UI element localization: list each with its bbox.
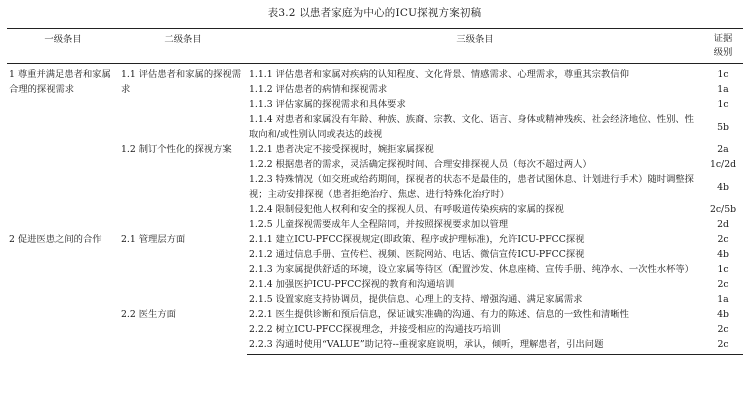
level3-cell: 2.1.4 加强医护ICU-PFCC探视的教育和沟通培训 xyxy=(249,279,455,290)
level3-cell: 2.1.2 通过信息手册、宣传栏、视频、医院网站、电话、微信宣传ICU-PFCC探视 xyxy=(249,249,585,260)
level3-cell: 1.1.4 对患者和家属没有年龄、种族、族裔、宗教、文化、语言、身体或精神残疾、社会经济地位、性别、性取向和/或性别认同或表达的歧视 xyxy=(249,114,694,140)
level3-cell: 2.2.1 医生提供诊断和预后信息，保证诚实准确的沟通、有力的陈述、信息的一致性和清晰性 xyxy=(249,309,629,320)
level3-cell: 1.1.3 评估家属的探视需求和具体要求 xyxy=(249,99,406,110)
evidence-level-cell: 2c xyxy=(717,324,729,335)
level3-cell: 1.1.1 评估患者和家属对疾病的认知程度、文化背景、情感需求、心理需求，尊重其宗教信仰 xyxy=(249,69,629,80)
evidence-level-cell: 5b xyxy=(717,121,729,133)
evidence-level-cell: 1c/2d xyxy=(709,159,737,170)
header-evidence-line1: 证据 xyxy=(713,33,733,44)
level3-cell: 1.1.2 评估患者的病情和探视需求 xyxy=(249,84,388,95)
evidence-level-cell: 2c/5b xyxy=(709,204,737,215)
visiting-plan-table xyxy=(7,28,743,355)
level3-cell: 1.2.5 儿童探视需要成年人全程陪同，并按照探视要求加以管理 xyxy=(249,219,509,230)
evidence-level-cell: 1c xyxy=(717,264,729,275)
table-row xyxy=(7,232,743,247)
evidence-level-cell: 1c xyxy=(717,69,729,80)
level3-cell: 2.1.1 建立ICU-PFCC探视规定(即政策、程序或护理标准)，允许ICU-PFCC探视 xyxy=(249,234,585,245)
level2-cell: 1.1 评估患者和家属的探视需求 xyxy=(121,69,242,95)
header-level1: 一级条目 xyxy=(7,29,119,64)
level2-cell: 2.1 管理层方面 xyxy=(121,234,186,245)
level1-cell: 1 尊重并满足患者和家属合理的探视需求 xyxy=(9,69,111,95)
table-caption: 表3.2 以患者家庭为中心的ICU探视方案初稿 xyxy=(267,7,482,19)
level3-cell: 1.2.3 特殊情况（如交班或给药期间，探视者的状态不是最佳的，患者试图休息、计划进行手术）随时调整探视；主动安排探视（患者拒绝治疗、焦虑、进行特殊化治疗时） xyxy=(249,174,694,200)
level3-cell: 2.2.2 树立ICU-PFCC探视理念，并接受相应的沟通技巧培训 xyxy=(249,324,501,335)
evidence-level-cell: 2c xyxy=(703,337,743,355)
evidence-level-cell: 2d xyxy=(717,219,729,230)
level1-cell: 2 促进医患之间的合作 xyxy=(9,234,102,245)
evidence-level-cell: 4b xyxy=(717,309,729,320)
header-evidence xyxy=(703,29,743,64)
table-row xyxy=(7,64,743,83)
level3-cell: 2.2.3 沟通时使用“VALUE”助记符--重视家庭说明，承认，倾听，理解患者，引出问题 xyxy=(247,337,703,355)
level3-cell: 1.2.4 限制侵犯他人权利和安全的探视人员、有呼吸道传染疾病的家属的探视 xyxy=(249,204,564,215)
evidence-level-cell: 1a xyxy=(717,84,729,95)
evidence-level-cell: 2c xyxy=(717,234,729,245)
evidence-level-cell: 4b xyxy=(717,249,729,260)
header-evidence-line2: 级别 xyxy=(713,47,733,58)
level3-cell: 2.1.3 为家属提供舒适的环境，设立家属等待区（配置沙发、休息座椅、宣传手册、纯净水、一次性水杯等） xyxy=(249,264,694,275)
header-level3: 三级条目 xyxy=(247,29,703,64)
evidence-level-cell: 4b xyxy=(717,181,729,193)
level3-cell: 1.2.1 患者决定不接受探视时，婉拒家属探视 xyxy=(249,144,434,155)
header-level2: 二级条目 xyxy=(119,29,247,64)
level2-cell: 2.2 医生方面 xyxy=(121,309,176,320)
level3-cell: 1.2.2 根据患者的需求，灵活确定探视时间、合理安排探视人员（每次不超过两人） xyxy=(249,159,592,170)
level3-cell: 2.1.5 设置家庭支持协调员，提供信息、心理上的支持、增强沟通、满足家属需求 xyxy=(249,294,583,305)
evidence-level-cell: 1c xyxy=(717,99,729,110)
evidence-level-cell: 2a xyxy=(717,144,729,155)
evidence-level-cell: 1a xyxy=(717,294,729,305)
evidence-level-cell: 2c xyxy=(717,279,729,290)
level2-cell: 1.2 制订个性化的探视方案 xyxy=(121,144,232,155)
table-header-row xyxy=(7,29,743,64)
